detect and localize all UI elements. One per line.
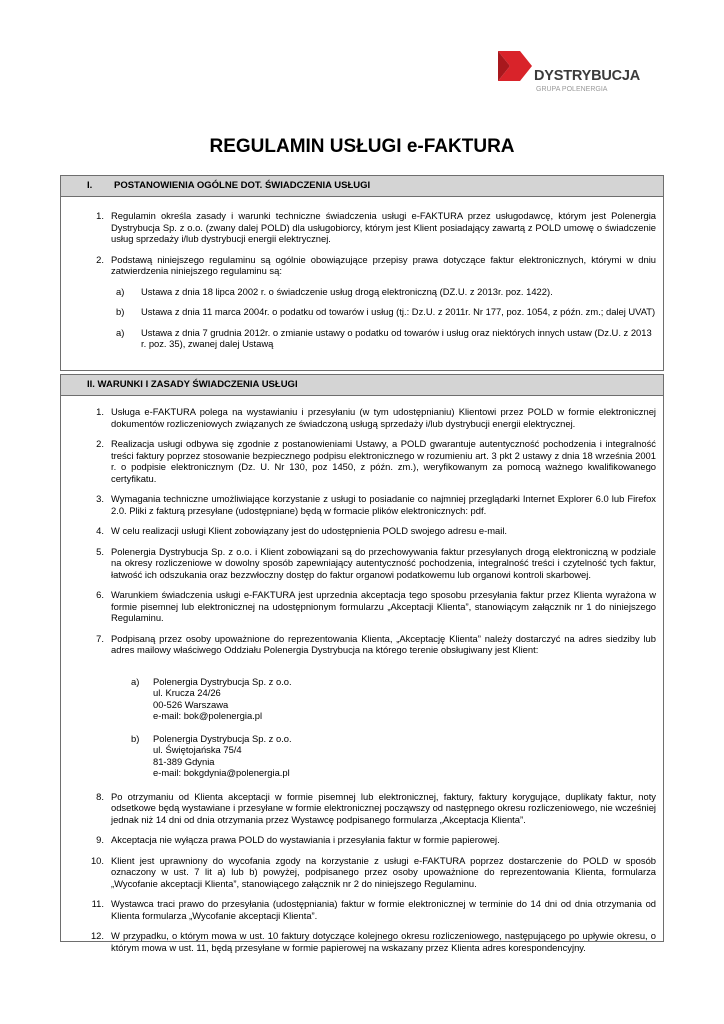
list-item: 5. Polenergia Dystrybucja Sp. z o.o. i Klient zobowiązani są do przechowywania faktur przesyłanych drogą elektroniczną w podziale na okresy rozliczeniowe w dowolny sposób zapewniający autentyczność pochodzenia, integralność treści i czytelność tych faktur, łatwość ich odszukania oraz bezzwłoczny dostęp do faktur organowi podatkowemu lub organowi kontroli skarbowej. xyxy=(96,545,656,580)
section-heading xyxy=(61,176,663,197)
list-item: 10. Klient jest uprawniony do wycofania zgody na korzystanie z usługi e-FAKTURA poprzez dostarczenie do POLD w sposób oznaczony w ust. 7 lit a) lub b) powyżej, podpisanego przez osoby upoważnione do reprezentowania Klienta, formularza „Wycofanie akceptacji Klienta”, stanowiącego załącznik nr 2 do niniejszego Regulaminu. xyxy=(90,854,656,889)
section-title: II. WARUNKI I ZASADY ŚWIADCZENIA USŁUGI xyxy=(87,379,298,390)
email-link[interactable]: e-mail: bokgdynia@polenergia.pl xyxy=(153,767,290,778)
section-title: POSTANOWIENIA OGÓLNE DOT. ŚWIADCZENIA USŁUGI xyxy=(114,180,371,191)
list-item: 6. Warunkiem świadczenia usługi e-FAKTURA jest uprzednia akceptacja tego sposobu przesyłania faktur przez Klienta wyrażona w formie pisemnej lub elektronicznej na udostępnionym formularzu „Akceptacji Klienta”, stanowiącym załącznik nr 1 do niniejszego Regulaminu. xyxy=(96,589,656,623)
list-item: 1. Usługa e-FAKTURA polega na wystawianiu i przesyłaniu (w tym udostępnianiu) Klientowi przez POLD w formie elektronicznej dokumentów rozliczeniowych związanych ze świadczoną usługą sprzedaży i/lub dystrybucji energii elektrycznej. xyxy=(96,406,656,429)
section-heading xyxy=(61,375,663,396)
section-general-provisions xyxy=(60,175,664,371)
sub-item: a) Ustawa z dnia 7 grudnia 2012r. o zmianie ustawy o podatku od towarów i usług oraz niektórych innych ustaw (Dz.U. z 2013 r. poz. 35), zwanej dalej Ustawą xyxy=(116,326,652,349)
address-block-gdynia: b) Polenergia Dystrybucja Sp. z o.o. ul. Świętojańska 75/4 81-389 Gdynia e-mail: bokgdynia@polenergia.pl xyxy=(153,733,663,779)
list-item: 11. Wystawca traci prawo do przesyłania (udostępniania) faktur w formie elektronicznej w terminie do 14 dni od dnia otrzymania od Klienta formularza „Wycofanie akceptacji Klienta”. xyxy=(91,898,656,921)
list-item: 1. Regulamin określa zasady i warunki techniczne świadczenia usługi e-FAKTURA przez usługodawcę, którym jest Polenergia Dystrybucja Sp. z o.o. (zwany dalej POLD) dla usługobiorcy, którym jest Klient posiadający zawartą z POLD umowę o świadczenie usług sprzedaży i/lub dystrybucji energii elektrycznej. xyxy=(96,210,656,244)
list-item: 3. Wymagania techniczne umożliwiające korzystanie z usługi to posiadanie co najmniej przeglądarki Internet Explorer 6.0 lub Firefox 2.0. Pliki z fakturą przesyłane (udostępniane) będą w formacie plików elektronicznych: pdf. xyxy=(96,493,656,516)
address-block-warsaw: a) Polenergia Dystrybucja Sp. z o.o. ul. Krucza 24/26 00-526 Warszawa e-mail: bok@polenergia.pl xyxy=(153,676,663,722)
list-item: 2. Realizacja usługi odbywa się zgodnie z postanowieniami Ustawy, a POLD gwarantuje autentyczność pochodzenia i integralność treści faktury poprzez stosowanie bezpiecznego podpisu elektronicznego w rozumieniu art. 3 pkt 2 ustawy z dnia 18 września 2001 r. o podpisie elektronicznym (Dz. U. Nr 130, poz 1450, z późn. zm.), weryfikowanym za pomocą ważnego kwalifikowanego certyfikatu. xyxy=(96,438,656,484)
email-link[interactable]: e-mail: bok@polenergia.pl xyxy=(153,710,263,721)
company-logo xyxy=(498,51,658,99)
logo-subtitle: GRUPA POLENERGIA xyxy=(536,86,608,93)
list-item: 4. W celu realizacji usługi Klient zobowiązany jest do udostępnienia POLD swojego adresu e-mail. xyxy=(96,525,508,536)
logo-name: DYSTRYBUCJA xyxy=(534,68,641,84)
section-service-terms xyxy=(60,374,664,953)
list-item: 2. Podstawą niniejszego regulaminu są ogólnie obowiązujące przepisy prawa dotyczące faktur elektronicznych, którymi w dniu zatwierdzenia niniejszego regulaminu są: xyxy=(96,253,656,276)
page-title: REGULAMIN USŁUGI e-FAKTURA xyxy=(209,136,515,157)
section-number: I. xyxy=(87,180,93,191)
list-item: 7. Podpisaną przez osoby upoważnione do reprezentowania Klienta, „Akceptację Klienta” należy dostarczyć na adres siedziby lub adres mailowy właściwego Oddziału Polenergia Dystrybucja na którego terenie obsługiwany jest Klient: xyxy=(96,632,656,655)
sub-item: a) Ustawa z dnia 18 lipca 2002 r. o świadczenie usług drogą elektroniczną (DZ.U. z 2013r. poz. 1422). xyxy=(116,285,553,297)
list-item: 8. Po otrzymaniu od Klienta akceptacji w formie pisemnej lub elektronicznej, faktury, faktury korygujące, duplikaty faktur, noty odsetkowe będą wystawiane i przesyłane w formie elektronicznej począwszy od następnego okresu rozliczeniowego, nie wcześniej jednak niż 14 dni od dnia otrzymania przez Wystawcę podpisanego formularza „Akceptacja Klienta”. xyxy=(96,790,656,825)
logo-mark-icon xyxy=(498,51,532,81)
sub-item: b) Ustawa z dnia 11 marca 2004r. o podatku od towarów i usług (tj.: Dz.U. z 2011r. Nr 177, poz. 1054, z późn. zm.; dalej UVAT) xyxy=(116,306,656,317)
list-item: 12. W przypadku, o którym mowa w ust. 10 faktury dotyczące kolejnego okresu rozliczeniowego, następującego po upływie okresu, o którym mowa w ust. 11, będą przesyłane w formie papierowej na wskazany przez Klienta adres korespondencyjny. xyxy=(90,930,656,953)
list-item: 9. Akceptacja nie wyłącza prawa POLD do wystawiania i przesyłania faktur w formie papierowej. xyxy=(96,834,500,845)
